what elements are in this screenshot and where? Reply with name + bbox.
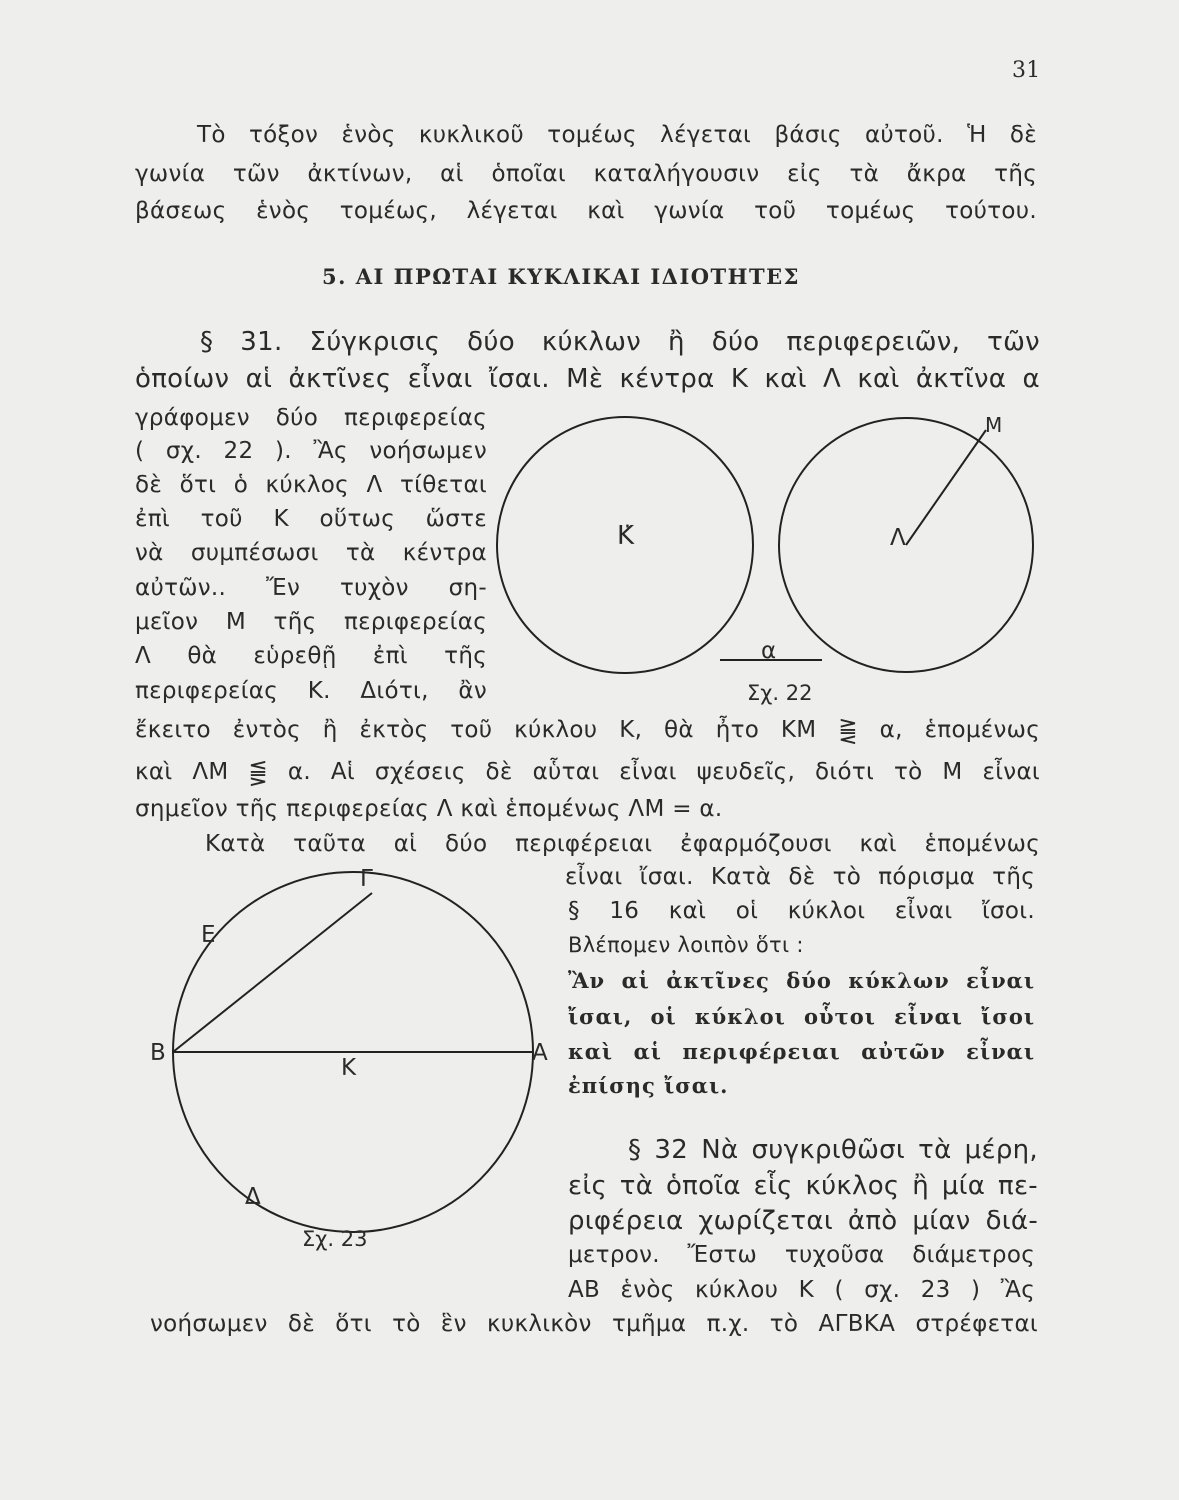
sec32-line-3: ριφέρεια χωρίζεται ἀπὸ μίαν διά- — [568, 1206, 1038, 1236]
sec32-line-1: § 32 Νὰ συγκριθῶσι τὰ μέρη, — [628, 1135, 1038, 1165]
sec31-narrow-7: μεῖον Μ τῆς περιφερείας — [135, 609, 487, 635]
sec32-line-2: εἰς τὰ ὁποῖα εἷς κύκλος ἢ μία πε- — [568, 1171, 1038, 1201]
section-heading: 5. ΑΙ ΠΡΩΤΑΙ ΚΥΚΛΙΚΑΙ ΙΔΙΟΤΗΤΕΣ — [322, 264, 801, 289]
fig23-label-b: Β — [150, 1040, 166, 1066]
sec32-last-line: νοήσωμεν δὲ ὅτι τὸ ἓν κυκλικὸν τμῆμα π.χ. τὸ ΑΓΒΚΑ στρέφεται — [150, 1311, 1038, 1337]
fig23-caption: Σχ. 23 — [302, 1227, 368, 1251]
chord-bg — [173, 893, 372, 1052]
sec31-narrow-6: αὐτῶν.. Ἔν τυχὸν ση- — [135, 575, 487, 601]
theorem-line-3: καὶ αἱ περιφέρειαι αὐτῶν εἶναι — [568, 1039, 1035, 1064]
sec31-after-2: καὶ ΛΜ ⪋ α. Αἱ σχέσεις δὲ αὗται εἶναι ψευδεῖς, διότι τὸ Μ εἶναι — [135, 759, 1040, 785]
fig22-label-alpha: α — [761, 638, 777, 664]
fig23-label-e: Ε — [201, 922, 216, 948]
sec31-narrow-4: ἐπὶ τοῦ Κ οὕτως ὥστε — [135, 506, 487, 532]
sec31-after-1: ἔκειτο ἐντὸς ἢ ἐκτὸς τοῦ κύκλου Κ, θὰ ἦτο ΚΜ ⪌ α, ἑπομένως — [135, 717, 1040, 743]
fig23-label-k: Κ — [341, 1055, 357, 1081]
fig22-label-m: Μ — [985, 413, 1003, 437]
sec31-conclusion-4: Βλέπομεν λοιπὸν ὅτι : — [568, 933, 804, 957]
fig23-label-a: Α — [532, 1040, 548, 1066]
sec31-narrow-2: ( σχ. 22 ). Ἂς νοήσωμεν — [135, 438, 487, 464]
sec31-narrow-8: Λ θὰ εὑρεθῇ ἐπὶ τῆς — [135, 643, 487, 669]
intro-line-2: γωνία τῶν ἀκτίνων, αἱ ὁποῖαι καταλήγουσιν εἰς τὰ ἄκρα τῆς — [135, 161, 1037, 187]
sec31-after-3: σημεῖον τῆς περιφερείας Λ καὶ ἑπομένως ΛΜ = α. — [135, 796, 723, 822]
theorem-line-4: ἐπίσης ἴσαι. — [568, 1073, 729, 1098]
page-number: 31 — [1012, 58, 1041, 83]
sec31-line-2: ὁποίων αἱ ἀκτῖνες εἶναι ἴσαι. Μὲ κέντρα Κ καὶ Λ καὶ ἀκτῖνα α — [135, 364, 1040, 394]
sec31-line-1: § 31. Σύγκρισις δύο κύκλων ἢ δύο περιφερειῶν, τῶν — [200, 327, 1040, 357]
intro-line-1: Τὸ τόξον ἑνὸς κυκλικοῦ τομέως λέγεται βάσις αὐτοῦ. Ἡ δὲ — [197, 122, 1037, 148]
sec31-narrow-9: περιφερείας Κ. Διότι, ἂν — [135, 678, 487, 704]
sec31-narrow-5: νὰ συμπέσωσι τὰ κέντρα — [135, 540, 487, 566]
fig22-label-k: Κ̇ — [617, 521, 635, 551]
sec32-line-5: ΑΒ ἑνὸς κύκλου Κ ( σχ. 23 ) Ἂς — [568, 1277, 1035, 1303]
fig23-label-g: Γ — [360, 866, 373, 892]
fig23-label-d: Δ — [245, 1184, 261, 1210]
sec32-line-4: μετρον. Ἔστω τυχοῦσα διάμετρος — [568, 1242, 1035, 1268]
fig22-caption: Σχ. 22 — [747, 681, 813, 705]
theorem-line-2: ἴσαι, οἱ κύκλοι οὗτοι εἶναι ἴσοι — [568, 1004, 1035, 1029]
sec31-conclusion-3: § 16 καὶ οἱ κύκλοι εἶναι ἴσοι. — [568, 898, 1035, 924]
sec31-narrow-1: γράφομεν δύο περιφερείας — [135, 405, 487, 431]
sec31-narrow-3: δὲ ὅτι ὁ κύκλος Λ τίθεται — [135, 472, 487, 498]
sec31-conclusion-1: Κατὰ ταῦτα αἱ δύο περιφέρειαι ἐφαρμόζουσι καὶ ἑπομένως — [205, 831, 1040, 857]
intro-line-3: βάσεως ἑνὸς τομέως, λέγεται καὶ γωνία τοῦ τομέως τούτου. — [135, 198, 1037, 224]
fig22-label-l: Λ — [890, 525, 906, 551]
sec31-conclusion-2: εἶναι ἴσαι. Κατὰ δὲ τὸ πόρισμα τῆς — [565, 864, 1035, 890]
theorem-line-1: Ἂν αἱ ἀκτῖνες δύο κύκλων εἶναι — [568, 968, 1035, 993]
